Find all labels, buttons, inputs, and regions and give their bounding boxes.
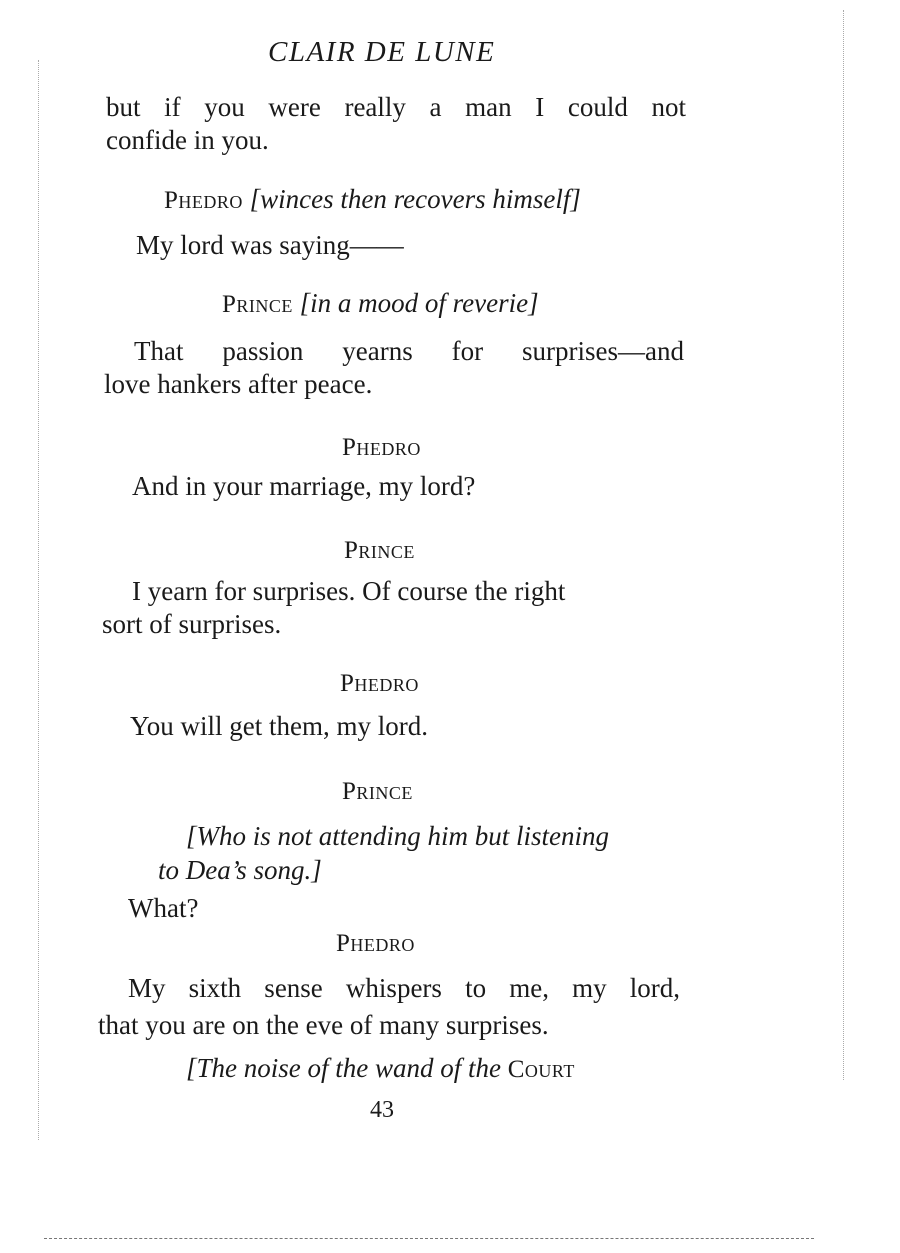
- running-title: CLAIR DE LUNE: [268, 36, 496, 68]
- text-line: You will get them, my lord.: [130, 711, 429, 741]
- text-line: My lord was saying——: [136, 230, 404, 260]
- speaker-name: Court: [507, 1056, 575, 1083]
- speaker-name: Prince: [342, 778, 413, 805]
- text-line: That passion yearns for surprises—and: [134, 336, 684, 366]
- text-line: What?: [128, 893, 199, 923]
- text-line: confide in you.: [106, 125, 269, 155]
- speaker-line: [222, 290, 539, 317]
- scan-edge-line: [38, 60, 39, 1140]
- text-line: My sixth sense whispers to me, my lord,: [128, 973, 680, 1003]
- speaker-name: Phedro: [336, 930, 415, 957]
- stage-direction: [winces then recovers himself]: [249, 184, 581, 214]
- text-line: sort of surprises.: [102, 609, 282, 639]
- stage-direction: [Who is not attending him but listening: [186, 821, 609, 851]
- speaker-name: Phedro: [164, 187, 243, 214]
- text-line: love hankers after peace.: [104, 369, 373, 399]
- scan-edge-line: [44, 1238, 814, 1239]
- stage-direction: to Dea’s song.]: [158, 855, 322, 885]
- speaker-name: Prince: [222, 291, 293, 318]
- speaker-line: [164, 186, 581, 213]
- text-line: that you are on the eve of many surprises.: [98, 1010, 549, 1040]
- speaker-name: Prince: [344, 537, 415, 564]
- scan-edge-line: [843, 10, 844, 1080]
- speaker-name: Phedro: [340, 670, 419, 697]
- text-line: And in your marriage, my lord?: [132, 471, 476, 501]
- text-line: but if you were really a man I could not: [106, 92, 686, 122]
- speaker-name: Phedro: [342, 434, 421, 461]
- text-line: I yearn for surprises. Of course the right: [132, 576, 566, 606]
- page-number: 43: [370, 1097, 394, 1123]
- stage-direction: [in a mood of reverie]: [299, 288, 539, 318]
- stage-direction-line: [186, 1055, 575, 1082]
- stage-direction: [The noise of the wand of the: [186, 1053, 501, 1083]
